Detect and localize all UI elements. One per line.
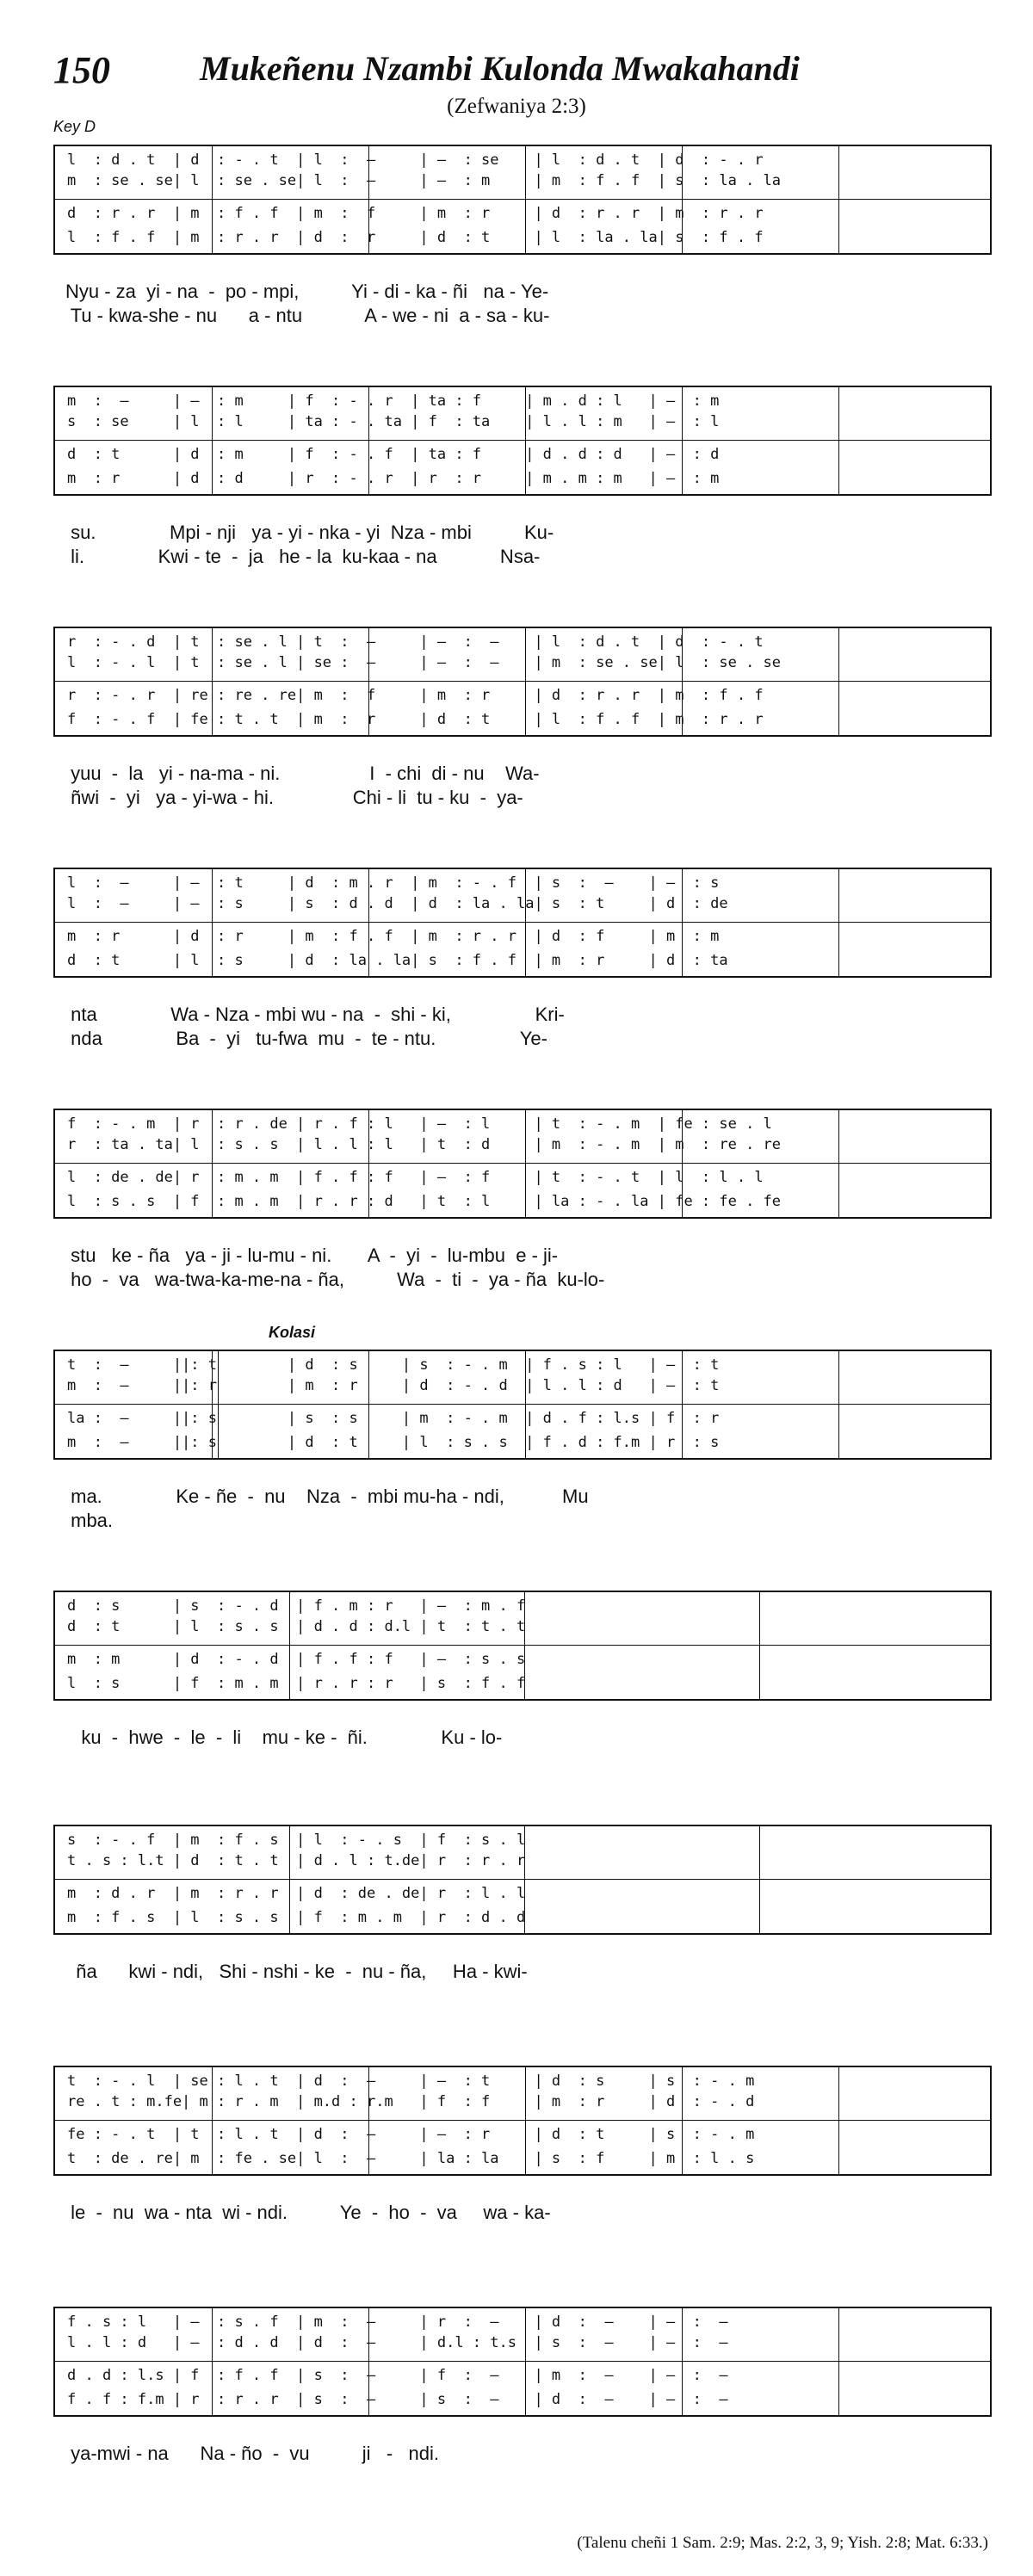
lyric-line: le - nu wa - nta wi - ndi. Ye - ho - va wa - ka- [65,2202,551,2223]
section-label: Kolasi [269,1324,316,1341]
solfa-line: d : s | s : - . d | f . m : r | — : m . f [67,1597,526,1615]
lyric-line: ho - va wa-twa-ka-me-na - ña, Wa - ti - ya - ña ku-lo- [65,1269,605,1290]
solfa-line: la : — ||: s | s : s | m : - . m | d . f : l.s | f : r [67,1410,720,1427]
solfa-line: s : - . f | m : f . s | l : - . s | f : s . l [67,1832,526,1849]
staff-divider [55,1645,990,1646]
solfa-line: l : - . l | t : se . l | se : — | — : — | m : se . se| l : se . se [67,654,782,671]
solfa-line: m : f . s | l : s . s | f : m . m | r : d . d [67,1909,526,1926]
solfa-line: d : r . r | m : f . f | m : f | m : r | d : r . r | m : r . r [67,205,764,222]
staff-divider [55,199,990,200]
solfa-line: d : t | d : m | f : - . f | ta : f | d . d : d | — : d [67,446,720,463]
solfa-staff [53,145,992,255]
lyric-line: li. Kwi - te - ja he - la ku-kaa - na Nsa- [65,546,541,567]
hymn-title: Mukeñenu Nzambi Kulonda Mwakahandi [200,49,800,88]
staff-divider [55,1163,990,1164]
solfa-line: f : - . f | fe : t . t | m : r | d : t | l : f . f | m : r . r [67,711,764,728]
solfa-staff [53,2066,992,2176]
staff-divider [55,922,990,923]
solfa-line: m : r | d : d | r : - . r | r : r | m . m : m | — : m [67,470,720,487]
solfa-line: r : - . d | t : se . l | t : — | — : — | l : d . t | d : - . t [67,633,764,651]
staff-divider [55,1404,990,1405]
solfa-line: t : - . l | se : l . t | d : — | — : t | d : s | s : - . m [67,2073,755,2090]
lyric-line: stu ke - ña ya - ji - lu-mu - ni. A - yi - lu-mbu e - ji- [65,1245,559,1266]
solfa-staff [53,1350,992,1460]
footnote: (Talenu cheñi 1 Sam. 2:9; Mas. 2:2, 3, 9; Yish. 2:8; Mat. 6:33.) [577,2534,988,2552]
solfa-line: l : s . s | f : m . m | r . r : d | t : l | la : - . la | fe : fe . fe [67,1193,782,1210]
lyric-line: ma. Ke - ñe - nu Nza - mbi mu-ha - ndi, Mu [65,1486,589,1507]
solfa-line: re . t : m.fe| m : r . m | m.d : r.m | f : f | m : r | d : - . d [67,2093,755,2110]
lyric-line: ñwi - yi ya - yi-wa - hi. Chi - li tu - ku - ya- [65,787,523,808]
solfa-line: d : t | l : s | d : la . la| s : f . f | m : r | d : ta [67,952,728,969]
lyric-line: ya-mwi - na Na - ño - vu ji - ndi. [65,2443,439,2464]
lyric-line: ña kwi - ndi, Shi - nshi - ke - nu - ña, Ha - kwi- [65,1961,528,1982]
lyric-line: mba. [65,1510,114,1531]
solfa-staff [53,1825,992,1935]
solfa-line: m : m | d : - . d | f . f : f | — : s . s [67,1651,526,1668]
staff-divider [55,2361,990,2362]
solfa-line: d . d : l.s | f : f . f | s : — | f : — | m : — | — : — [67,2367,728,2384]
solfa-line: l : d . t | d : - . t | l : — | — : se | l : d . t | d : - . r [67,151,764,169]
solfa-line: f . s : l | — : s . f | m : — | r : — | d : — | — : — [67,2313,728,2331]
solfa-line: m : — ||: s | d : t | l : s . s | f . d : f.m | r : s [67,1434,720,1451]
solfa-staff [53,868,992,978]
key-signature: Key D [53,118,96,135]
lyric-line: su. Mpi - nji ya - yi - nka - yi Nza - mbi Ku- [65,522,554,543]
solfa-line: l : f . f | m : r . r | d : r | d : t | l : la . la| s : f . f [67,229,764,246]
solfa-line: l : de . de| r : m . m | f . f : f | — : f | t : - . t | l : l . l [67,1169,764,1186]
solfa-line: l : s | f : m . m | r . r : r | s : f . f [67,1675,526,1692]
solfa-line: t : de . re| m : fe . se| l : — | la : la | s : f | m : l . s [67,2150,755,2167]
staff-divider [55,1879,990,1880]
solfa-line: s : se | l : l | ta : - . ta | f : ta | l . l : m | — : l [67,413,720,430]
solfa-line: m : — ||: r | m : r | d : - . d | l . l : d | — : t [67,1377,720,1394]
staff-divider [55,681,990,682]
solfa-line: l . l : d | — : d . d | d : — | d.l : t.s | s : — | — : — [67,2334,728,2351]
solfa-line: l : — | — : t | d : m . r | m : - . f | s : — | — : s [67,874,720,892]
solfa-line: m : d . r | m : r . r | d : de . de| r : l . l [67,1885,526,1902]
lyric-line: nda Ba - yi tu-fwa mu - te - ntu. Ye- [65,1028,547,1049]
solfa-line: t . s : l.t | d : t . t | d . l : t.de| r : r . r [67,1852,526,1869]
solfa-staff [53,386,992,496]
solfa-line: t : — ||: t | d : s | s : - . m | f . s : l | — : t [67,1356,720,1374]
solfa-line: fe : - . t | t : l . t | d : — | — : r | d : t | s : - . m [67,2126,755,2143]
lyric-line: nta Wa - Nza - mbi wu - na - shi - ki, Kri- [65,1004,565,1025]
solfa-line: m : se . se| l : se . se| l : — | — : m | m : f . f | s : la . la [67,172,782,189]
solfa-line: d : t | l : s . s | d . d : d.l | t : t . t [67,1618,526,1635]
solfa-line: r : - . r | re : re . re| m : f | m : r | d : r . r | m : f . f [67,687,764,704]
staff-divider [55,440,990,441]
solfa-line: m : r | d : r | m : f . f | m : r . r | d : f | m : m [67,928,720,945]
lyric-line: Tu - kwa-she - nu a - ntu A - we - ni a - sa - ku- [65,305,550,326]
scripture-reference: (Zefwaniya 2:3) [447,95,586,118]
hymn-number: 150 [53,49,110,91]
solfa-staff [53,627,992,737]
staff-divider [55,2120,990,2121]
solfa-staff [53,2307,992,2417]
solfa-staff [53,1109,992,1219]
lyric-line: yuu - la yi - na-ma - ni. I - chi di - nu Wa- [65,763,540,784]
lyric-line: Nyu - za yi - na - po - mpi, Yi - di - ka - ñi na - Ye- [65,281,549,302]
solfa-line: l : — | — : s | s : d . d | d : la . la| s : t | d : de [67,895,728,912]
solfa-line: f . f : f.m | r : r . r | s : — | s : — | d : — | — : — [67,2391,728,2408]
solfa-staff [53,1591,992,1701]
lyric-line: ku - hwe - le - li mu - ke - ñi. Ku - lo- [65,1727,503,1748]
solfa-line: m : — | — : m | f : - . r | ta : f | m . d : l | — : m [67,392,720,410]
solfa-line: r : ta . ta| l : s . s | l . l : l | t : d | m : - . m | m : re . re [67,1136,782,1153]
solfa-line: f : - . m | r : r . de | r . f : l | — : l | t : - . m | fe : se . l [67,1115,772,1133]
